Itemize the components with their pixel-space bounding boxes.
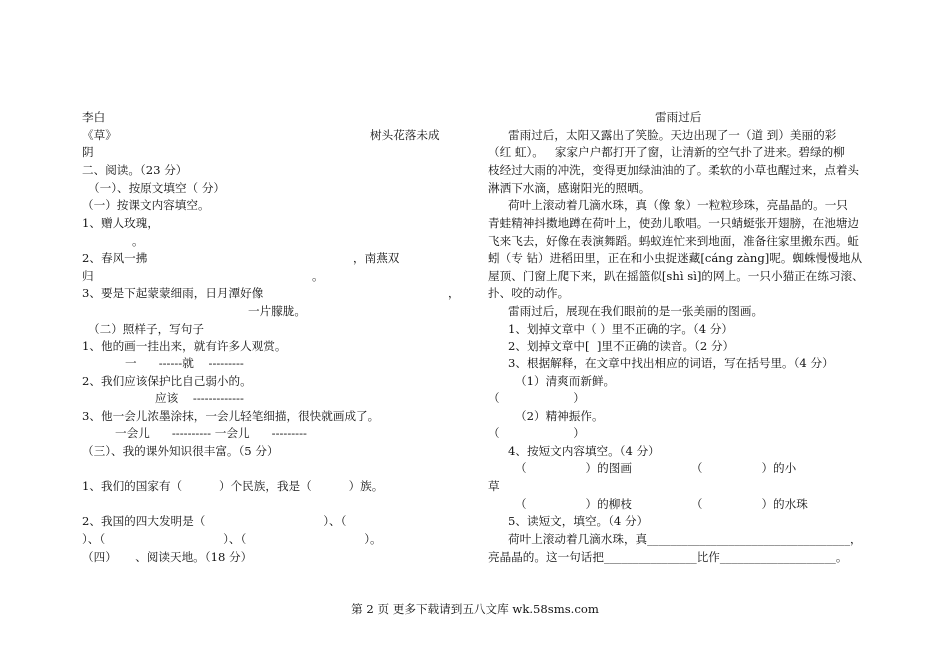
poem-title: 《草》 bbox=[82, 128, 117, 142]
poem-author: 李白 bbox=[82, 110, 106, 124]
passage-p1-line-1: 雷雨过后，太阳又露出了笑脸。天边出现了一（道 到）美丽的彩 bbox=[508, 128, 837, 142]
question-2-continue: 归 bbox=[82, 269, 94, 283]
sentence-3-pattern: 一会儿 ---------- 一会儿 --------- bbox=[115, 426, 307, 440]
question-2: 2、春风一拂 bbox=[82, 251, 148, 265]
passage-p1-line-2: （红 虹）。 家家户户都打开了窗，让清新的空气扑了进来。碧绿的柳 bbox=[488, 145, 845, 159]
question-1: 1、赠人玫瑰， bbox=[82, 216, 159, 230]
reading-question-5-line-2: 亮晶晶的。这一句话把________________比作____________________。 bbox=[488, 550, 848, 564]
question-2-end: 。 bbox=[312, 269, 324, 283]
subsection-1-instruction: （一）按课文内容填空。 bbox=[82, 198, 210, 212]
reading-question-3b: （2）精神振作。 bbox=[515, 409, 604, 423]
knowledge-question-2-continue: ）、（ ）、（ ）。 bbox=[82, 532, 382, 546]
passage-p2-line-4: 蚓（专 钻）进稻田里，正在和小虫捉迷藏[cáng zàng]呢。蜘蛛慢慢地从 bbox=[488, 251, 863, 265]
knowledge-question-2: 2、我国的四大发明是（ ）、（ bbox=[82, 514, 347, 528]
reading-question-4-line-2: 草 bbox=[488, 479, 500, 493]
reading-question-1: 1、划掉文章中（ ）里不正确的字。（4 分） bbox=[508, 322, 734, 336]
reading-question-3b-blank: （ ） bbox=[488, 426, 585, 440]
reading-question-5: 5、读短文，填空。（4 分） bbox=[508, 514, 649, 528]
passage-p2-line-1: 荷叶上滚动着几滴水珠，真（像 象）一粒粒珍珠，亮晶晶的。一只 bbox=[508, 198, 848, 212]
question-2-mid: ，南燕双 bbox=[353, 251, 400, 265]
knowledge-question-1: 1、我们的国家有（ ）个民族，我是（ ）族。 bbox=[82, 479, 384, 493]
subsection-3-title: （三）、我的课外知识很丰富。（5 分） bbox=[82, 444, 279, 458]
reading-question-5-line-1: 荷叶上滚动着几滴水珠，真___________________________________， bbox=[508, 532, 862, 546]
reading-question-4-line-3: （ ）的柳枝 （ ）的水珠 bbox=[515, 497, 808, 511]
sentence-1: 1、他的画一挂出来，就有许多人观赏。 bbox=[82, 339, 287, 353]
passage-p2-line-2: 青蛙精神抖擞地蹲在荷叶上，使劲儿歌唱。一只蜻蜓张开翅膀，在池塘边 bbox=[488, 216, 860, 230]
reading-question-3a: （1）清爽而新鲜。 bbox=[515, 374, 616, 388]
question-3: 3、要是下起蒙蒙细雨，日月潭好像 bbox=[82, 286, 264, 300]
subsection-1-title: （一）、按原文填空（ 分） bbox=[88, 181, 226, 195]
page-footer: 第 2 页 更多下载请到五八文库 wk.58sms.com bbox=[351, 602, 599, 616]
reading-question-3a-blank: （ ） bbox=[488, 391, 585, 405]
passage-p2-line-5: 屋顶、门窗上爬下来，趴在摇篮似[shì sì]的网上。一只小猫正在练习滚、 bbox=[488, 269, 864, 283]
sentence-1-pattern: 一 ------就 --------- bbox=[125, 356, 244, 370]
question-3-comma: ， bbox=[448, 286, 460, 300]
section-reading-title: 二、阅读。（23 分） bbox=[82, 163, 188, 177]
sentence-2-pattern: 应该 ------------- bbox=[155, 391, 244, 405]
passage-title: 雷雨过后 bbox=[655, 110, 702, 124]
reading-question-2: 2、划掉文章中[ ]里不正确的读音。（2 分） bbox=[508, 339, 735, 353]
sentence-3: 3、他一会儿浓墨涂抹，一会儿轻笔细描，很快就画成了。 bbox=[82, 409, 380, 423]
reading-question-4: 4、按短文内容填空。（4 分） bbox=[508, 444, 660, 458]
question-1-end: 。 bbox=[132, 234, 144, 248]
subsection-2-title: （二）照样子，写句子 bbox=[88, 322, 204, 336]
passage-p1-line-3: 枝经过大雨的冲洗，变得更加绿油油的了。柔软的小草也醒过来，点着头 bbox=[488, 163, 860, 177]
passage-p2-line-6: 扑、咬的动作。 bbox=[488, 286, 570, 300]
passage-p2-line-3: 飞来飞去，好像在表演舞蹈。蚂蚁连忙来到地面，准备往家里搬东西。蚯 bbox=[488, 234, 860, 248]
question-3-end: 一片朦胧。 bbox=[248, 304, 306, 318]
sentence-2: 2、我们应该保护比自己弱小的。 bbox=[82, 374, 252, 388]
passage-p3: 雷雨过后，展现在我们眼前的是一张美丽的图画。 bbox=[508, 304, 764, 318]
reading-question-4-line-1: （ ）的图画 （ ）的小 bbox=[515, 461, 797, 475]
subsection-4-title: （四） 、阅读天地。（18 分） bbox=[82, 550, 253, 564]
poem-line-tail: 阴 bbox=[82, 145, 94, 159]
poem-line-end: 树头花落未成 bbox=[370, 128, 440, 142]
reading-question-3: 3、根据解释，在文章中找出相应的词语，写在括号里。（4 分） bbox=[508, 356, 834, 370]
passage-p1-line-4: 淋洒下水滴，感谢阳光的照晒。 bbox=[488, 181, 651, 195]
